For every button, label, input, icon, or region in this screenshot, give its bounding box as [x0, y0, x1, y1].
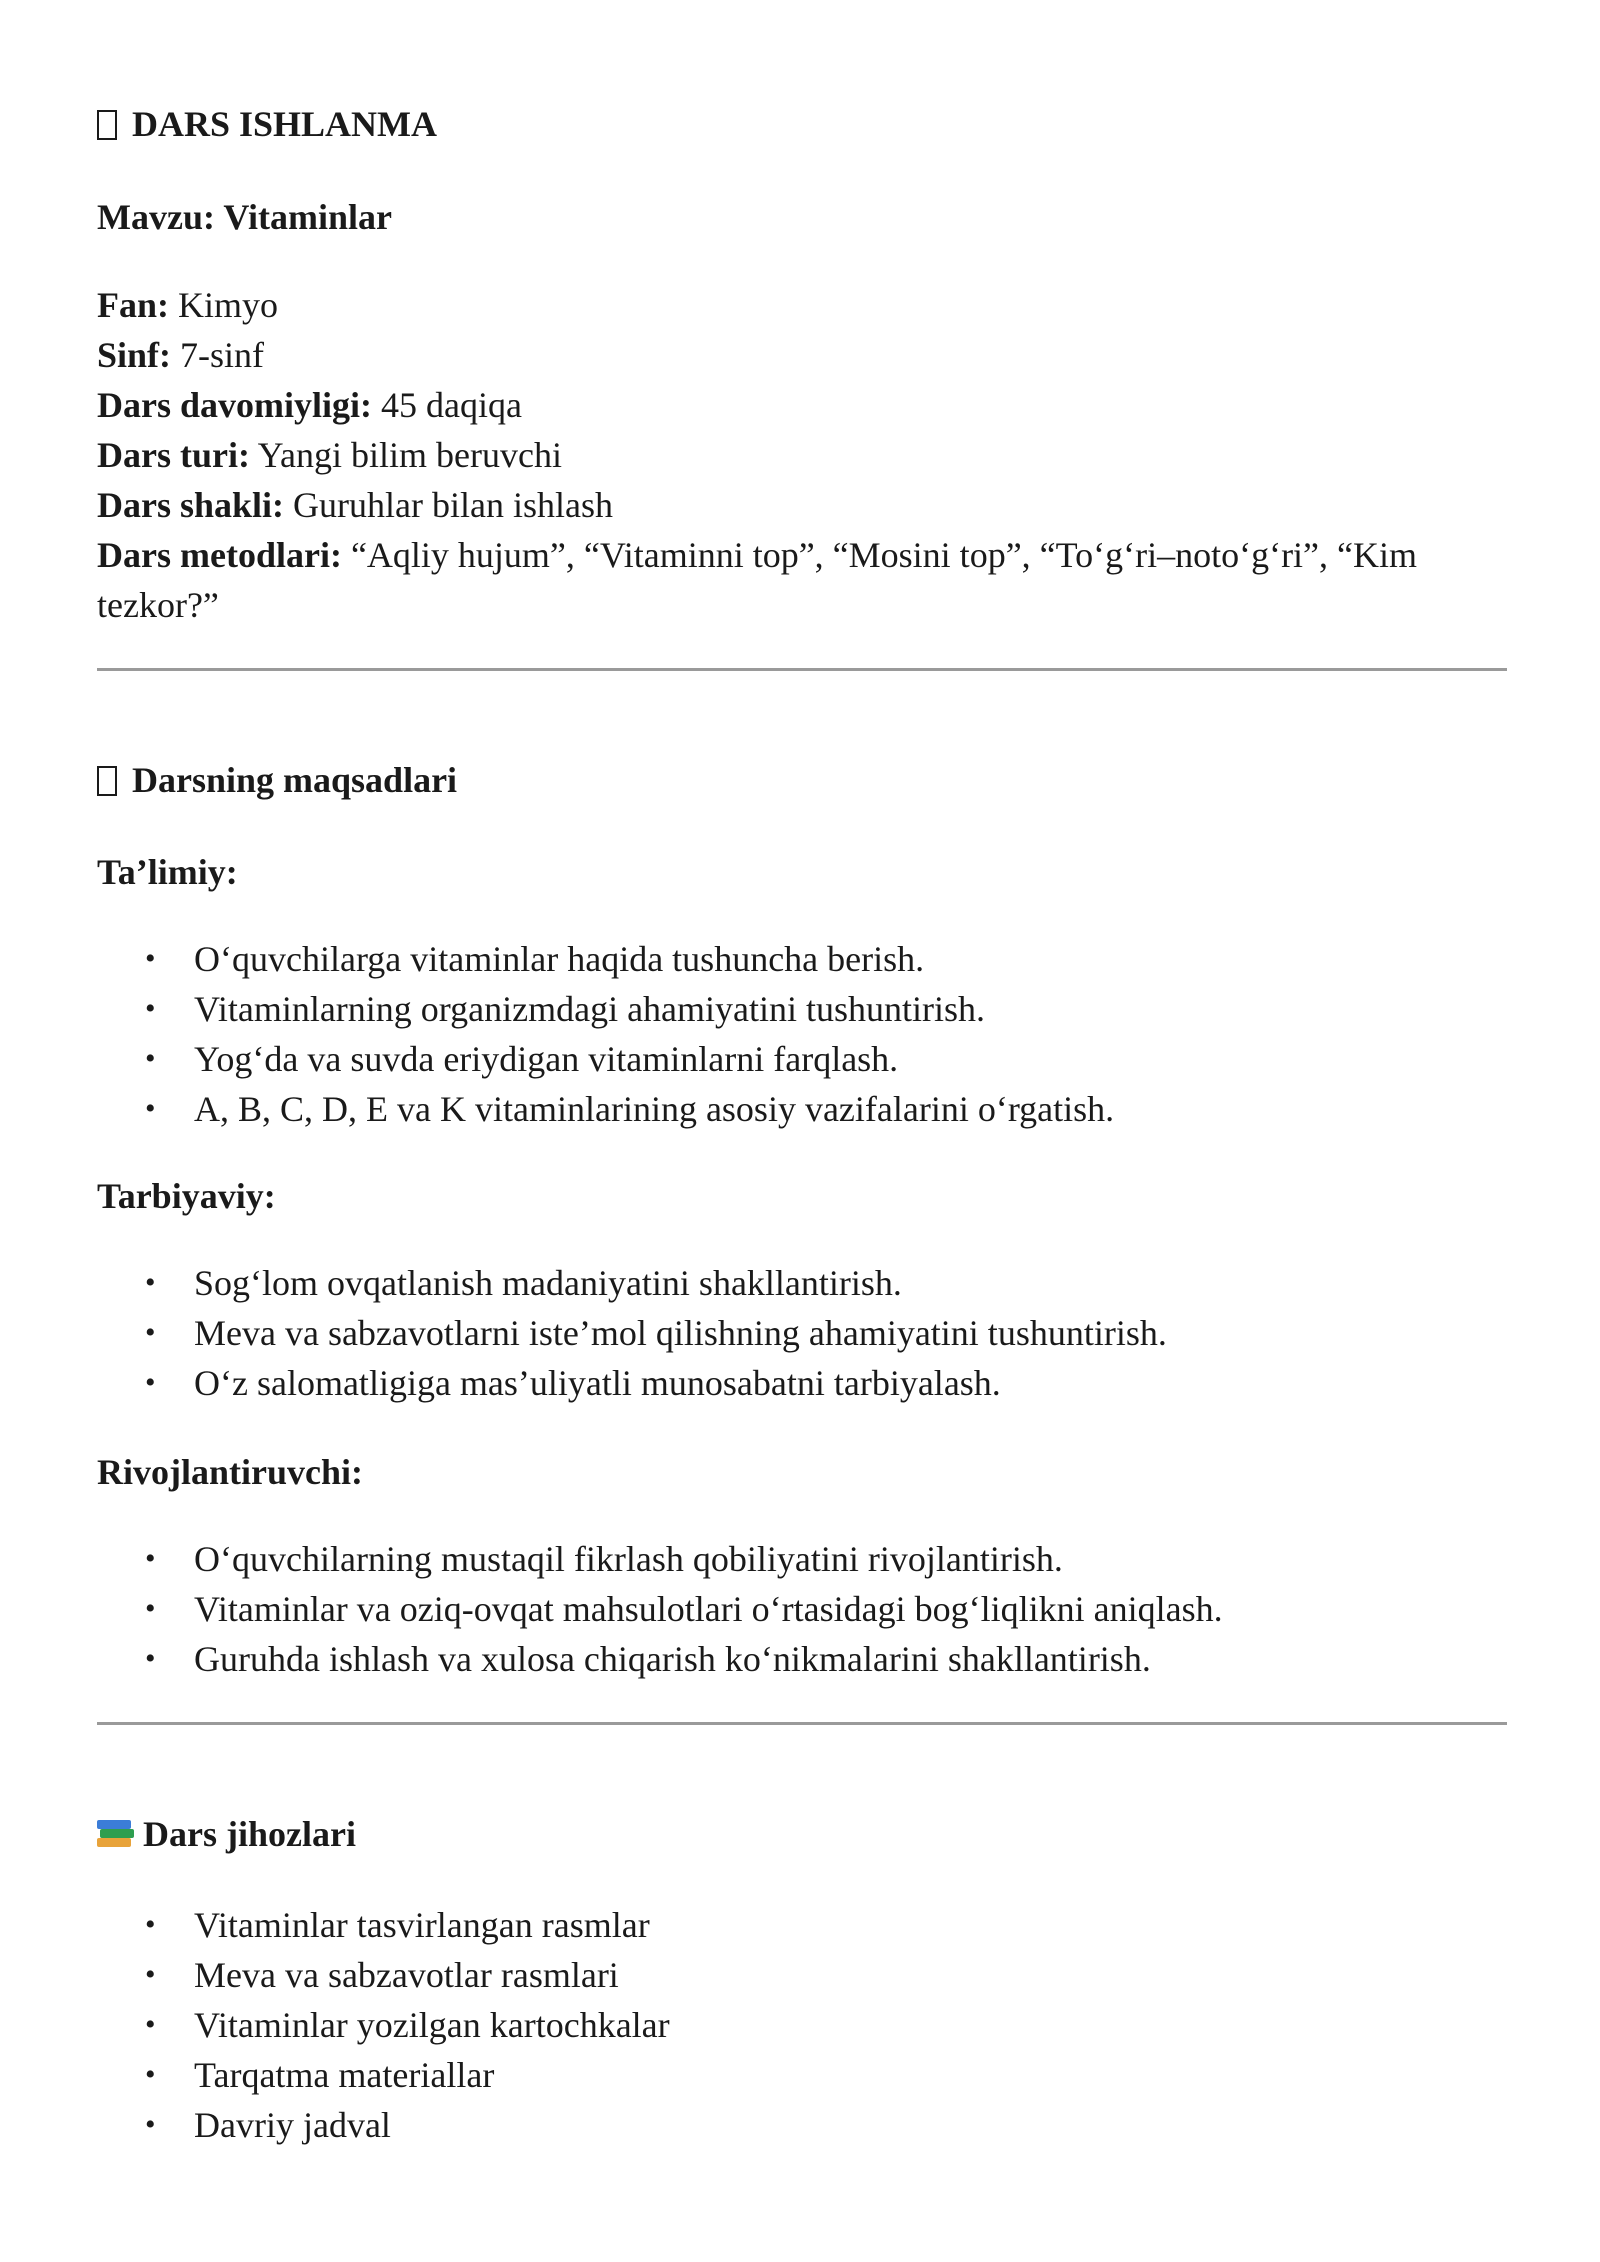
list-item [97, 1308, 1167, 1358]
meta-label: Dars davomiyligi: [97, 385, 372, 425]
list-item-text: Tarqatma materiallar [194, 2055, 495, 2095]
missing-glyph-icon [97, 110, 117, 140]
bullet: • [145, 2008, 156, 2041]
list-item-text: Vitaminlar yozilgan kartochkalar [194, 2005, 670, 2045]
list-item [97, 984, 1114, 1034]
equipment-heading-text: Dars jihozlari [143, 1814, 356, 1854]
document-title [97, 100, 437, 148]
meta-label: Dars metodlari: [97, 535, 342, 575]
bullet: • [145, 2108, 156, 2141]
meta-label: Sinf: [97, 335, 172, 375]
list-item [97, 2000, 670, 2050]
meta-row-duration [97, 380, 1417, 430]
lesson-meta [97, 280, 1417, 630]
meta-label: Dars turi: [97, 435, 250, 475]
list-item-text: Vitaminlar va oziq-ovqat mahsulotlari o‘rtasidagi bog‘liqlikni aniqlash. [194, 1589, 1223, 1629]
list-item-text: Meva va sabzavotlarni iste’mol qilishning ahamiyatini tushuntirish. [194, 1313, 1167, 1353]
list-item [97, 1584, 1223, 1634]
bullet: • [145, 1908, 156, 1941]
list-item-text: O‘quvchilarga vitaminlar haqida tushuncha berish. [194, 939, 925, 979]
list-item-text: Davriy jadval [194, 2105, 391, 2145]
list-item [97, 1634, 1223, 1684]
books-icon [97, 1818, 133, 1850]
meta-value: “Aqliy hujum”, “Vitaminni top”, “Mosini top”, “To‘g‘ri–noto‘g‘ri”, “Kim [350, 535, 1418, 575]
equipment-heading [97, 1810, 356, 1858]
meta-row-subject [97, 280, 1417, 330]
meta-row-form [97, 480, 1417, 530]
list-item [97, 1950, 670, 2000]
bullet: • [145, 942, 156, 975]
goals-heading [97, 756, 457, 804]
bullet: • [145, 1092, 156, 1125]
rivojlantiruvchi-label: Rivojlantiruvchi: [97, 1452, 363, 1492]
section-divider [97, 668, 1507, 671]
list-item-text: Vitaminlarning organizmdagi ahamiyatini tushuntirish. [194, 989, 986, 1029]
list-item-text: Meva va sabzavotlar rasmlari [194, 1955, 619, 1995]
bullet: • [145, 992, 156, 1025]
list-item [97, 1084, 1114, 1134]
talimiy-label: Ta’limiy: [97, 852, 238, 892]
bullet: • [145, 1266, 156, 1299]
section-divider [97, 1722, 1507, 1725]
meta-row-type [97, 430, 1417, 480]
list-item-text: O‘z salomatligiga mas’uliyatli munosabatni tarbiyalash. [194, 1363, 1001, 1403]
meta-value: 7-sinf [180, 335, 265, 375]
bullet: • [145, 1042, 156, 1075]
bullet: • [145, 1366, 156, 1399]
meta-value: Guruhlar bilan ishlash [293, 485, 613, 525]
list-item [97, 1534, 1223, 1584]
list-item [97, 1034, 1114, 1084]
equipment-list [97, 1900, 670, 2150]
document-title-text: DARS ISHLANMA [132, 104, 438, 144]
list-item [97, 2100, 670, 2150]
meta-label: Dars shakli: [97, 485, 285, 525]
meta-label: Fan: [97, 285, 169, 325]
list-item-text: Sog‘lom ovqatlanish madaniyatini shakllantirish. [194, 1263, 902, 1303]
meta-value: 45 daqiqa [381, 385, 522, 425]
list-item [97, 1258, 1167, 1308]
bullet: • [145, 1958, 156, 1991]
meta-row-methods-cont [97, 580, 1417, 630]
list-item-text: A, B, C, D, E va K vitaminlarining asosiy vazifalarini o‘rgatish. [194, 1089, 1115, 1129]
meta-value: tezkor?” [97, 585, 219, 625]
bullet: • [145, 1316, 156, 1349]
list-item [97, 2050, 670, 2100]
list-item [97, 1358, 1167, 1408]
list-item-text: O‘quvchilarning mustaqil fikrlash qobiliyatini rivojlantirish. [194, 1539, 1063, 1579]
tarbiyaviy-label: Tarbiyaviy: [97, 1176, 276, 1216]
rivojlantiruvchi-list [97, 1534, 1223, 1684]
list-item-text: Guruhda ishlash va xulosa chiqarish ko‘nikmalarini shakllantirish. [194, 1639, 1151, 1679]
missing-glyph-icon [97, 766, 117, 796]
list-item [97, 1900, 670, 1950]
meta-row-methods [97, 530, 1417, 580]
meta-row-grade [97, 330, 1417, 380]
tarbiyaviy-list [97, 1258, 1167, 1408]
lesson-topic: Mavzu: Vitaminlar [97, 197, 392, 237]
bullet: • [145, 1642, 156, 1675]
bullet: • [145, 1542, 156, 1575]
meta-value: Kimyo [178, 285, 279, 325]
list-item-text: Yog‘da va suvda eriydigan vitaminlarni farqlash. [194, 1039, 899, 1079]
goals-heading-text: Darsning maqsadlari [132, 760, 458, 800]
talimiy-list [97, 934, 1114, 1134]
bullet: • [145, 1592, 156, 1625]
bullet: • [145, 2058, 156, 2091]
list-item-text: Vitaminlar tasvirlangan rasmlar [194, 1905, 650, 1945]
list-item [97, 934, 1114, 984]
meta-value: Yangi bilim beruvchi [257, 435, 562, 475]
